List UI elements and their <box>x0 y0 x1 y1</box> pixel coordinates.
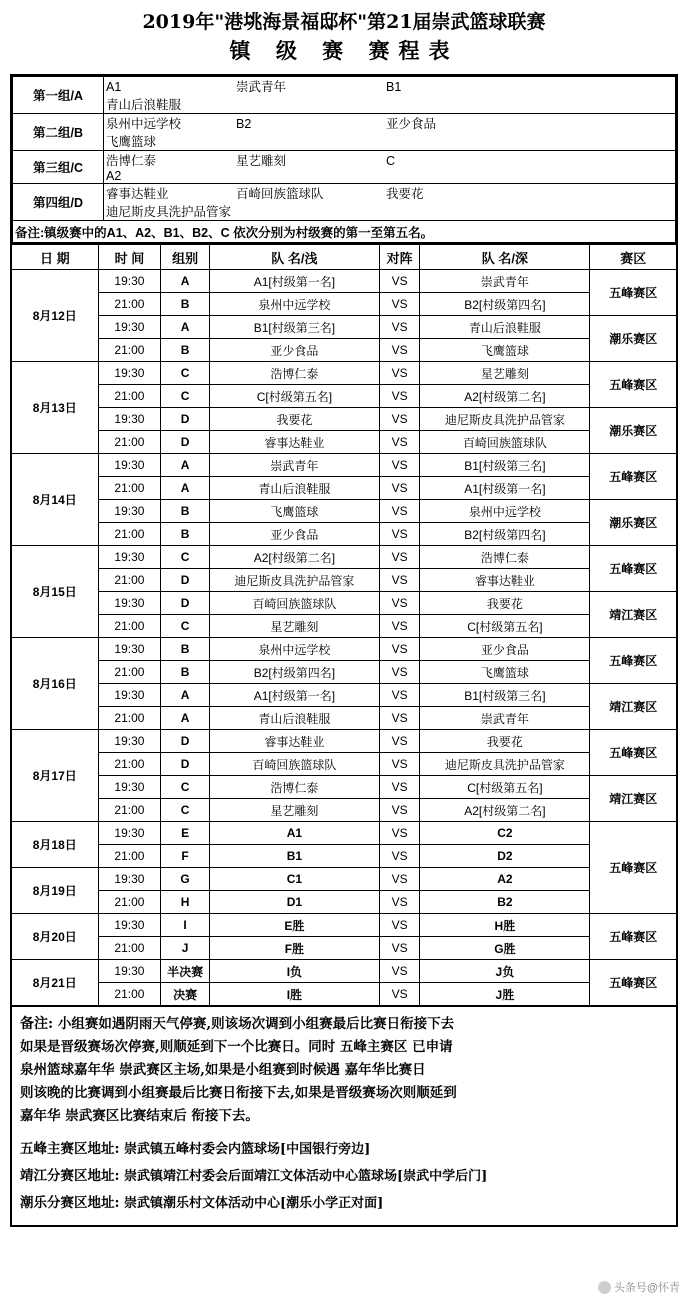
match-time: 21:00 <box>98 983 161 1007</box>
match-group: D <box>161 569 210 592</box>
table-row <box>11 569 677 592</box>
match-time: 21:00 <box>98 615 161 638</box>
group-row <box>13 151 676 184</box>
team-dark: B2[村级第四名] <box>420 523 590 546</box>
group-team: 飞鹰篮球 <box>106 135 157 149</box>
match-venue-area: 潮乐赛区 <box>590 408 677 454</box>
match-time: 21:00 <box>98 385 161 408</box>
team-dark: A1[村级第一名] <box>420 477 590 500</box>
team-light: 睿事达鞋业 <box>209 431 379 454</box>
versus-label: VS <box>379 362 419 385</box>
versus-label: VS <box>379 960 419 983</box>
versus-label: VS <box>379 546 419 569</box>
footer-remark-line: 则该晚的比赛调到小组赛最后比赛日衔接下去,如果是晋级赛场次则顺延到 <box>20 1085 457 1101</box>
team-dark: B2[村级第四名] <box>420 293 590 316</box>
group-team: 崇武青年 <box>236 80 287 94</box>
versus-label: VS <box>379 707 419 730</box>
match-date: 8月17日 <box>11 730 98 822</box>
match-group: D <box>161 431 210 454</box>
versus-label: VS <box>379 684 419 707</box>
table-row <box>11 500 677 523</box>
table-row <box>11 454 677 477</box>
table-row <box>11 799 677 822</box>
match-time: 21:00 <box>98 339 161 362</box>
match-date: 8月14日 <box>11 454 98 546</box>
team-light: 我要花 <box>209 408 379 431</box>
match-time: 19:30 <box>98 500 161 523</box>
team-light: A2[村级第二名] <box>209 546 379 569</box>
table-row <box>11 914 677 937</box>
versus-label: VS <box>379 270 419 293</box>
team-light: 浩博仁泰 <box>209 776 379 799</box>
match-group: A <box>161 684 210 707</box>
venue-address: 崇武镇五峰村委会内篮球场[中国银行旁边] <box>119 1142 371 1157</box>
match-venue-area: 五峰赛区 <box>590 270 677 316</box>
team-dark: C[村级第五名] <box>420 776 590 799</box>
group-team: 青山后浪鞋服 <box>106 98 182 112</box>
team-light: 飞鹰篮球 <box>209 500 379 523</box>
groups-remark: 备注:镇级赛中的A1、A2、B1、B2、C 依次分别为村级赛的第一至第五名。 <box>13 221 676 243</box>
team-dark: B1[村级第三名] <box>420 454 590 477</box>
group-team: 我要花 <box>386 187 424 201</box>
match-group: C <box>161 615 210 638</box>
column-header: 组别 <box>161 244 210 270</box>
match-group: A <box>161 316 210 339</box>
match-time: 21:00 <box>98 707 161 730</box>
group-label: 第四组/D <box>13 184 104 221</box>
team-light: B1 <box>209 845 379 868</box>
versus-label: VS <box>379 638 419 661</box>
footer-remark-line: 嘉年华 崇武赛区比赛结束后 衔接下去。 <box>20 1108 259 1124</box>
match-venue-area: 潮乐赛区 <box>590 500 677 546</box>
match-date: 8月13日 <box>11 362 98 454</box>
table-row <box>11 845 677 868</box>
team-light: D1 <box>209 891 379 914</box>
versus-label: VS <box>379 753 419 776</box>
footer-remarks <box>10 1007 678 1227</box>
versus-label: VS <box>379 408 419 431</box>
match-date: 8月20日 <box>11 914 98 960</box>
versus-label: VS <box>379 477 419 500</box>
footer-remark-text: 小组赛如遇阴雨天气停赛,则该场次调到小组赛最后比赛日衔接下去 <box>53 1016 455 1032</box>
column-header: 队 名/深 <box>420 244 590 270</box>
match-group: A <box>161 477 210 500</box>
versus-label: VS <box>379 776 419 799</box>
match-time: 21:00 <box>98 523 161 546</box>
match-group: C <box>161 385 210 408</box>
team-dark: 浩博仁泰 <box>420 546 590 569</box>
table-row <box>11 776 677 799</box>
match-group: B <box>161 293 210 316</box>
versus-label: VS <box>379 385 419 408</box>
team-dark: 迪尼斯皮具洗护品管家 <box>420 408 590 431</box>
versus-label: VS <box>379 914 419 937</box>
versus-label: VS <box>379 592 419 615</box>
footer-remark-line <box>20 1013 668 1036</box>
match-venue-area: 五峰赛区 <box>590 362 677 408</box>
match-time: 21:00 <box>98 937 161 960</box>
match-time: 19:30 <box>98 638 161 661</box>
team-light: F胜 <box>209 937 379 960</box>
team-dark: 飞鹰篮球 <box>420 661 590 684</box>
team-dark: 我要花 <box>420 592 590 615</box>
group-row <box>13 114 676 151</box>
match-time: 21:00 <box>98 431 161 454</box>
group-team: B2 <box>236 117 252 131</box>
team-dark: B2 <box>420 891 590 914</box>
group-team: 迪尼斯皮具洗护品管家 <box>106 205 232 219</box>
schedule-table <box>10 243 678 1007</box>
venue-address: 崇武镇潮乐村文体活动中心[潮乐小学正对面] <box>119 1196 384 1211</box>
table-row <box>11 385 677 408</box>
match-date: 8月16日 <box>11 638 98 730</box>
table-row <box>11 868 677 891</box>
team-dark: 青山后浪鞋服 <box>420 316 590 339</box>
group-team: 睿事达鞋业 <box>106 187 169 201</box>
group-team: 浩博仁泰 <box>106 154 157 168</box>
match-time: 21:00 <box>98 799 161 822</box>
match-group: D <box>161 753 210 776</box>
team-dark: J胜 <box>420 983 590 1007</box>
match-venue-area: 靖江赛区 <box>590 592 677 638</box>
match-group: B <box>161 339 210 362</box>
team-light: A1 <box>209 822 379 845</box>
match-group: E <box>161 822 210 845</box>
table-row <box>11 638 677 661</box>
versus-label: VS <box>379 891 419 914</box>
match-time: 19:30 <box>98 822 161 845</box>
match-date: 8月19日 <box>11 868 98 914</box>
match-group: C <box>161 546 210 569</box>
table-row <box>11 523 677 546</box>
table-row <box>11 592 677 615</box>
match-venue-area: 五峰赛区 <box>590 730 677 776</box>
team-dark: 崇武青年 <box>420 270 590 293</box>
team-light: 青山后浪鞋服 <box>209 707 379 730</box>
title-block <box>10 10 678 66</box>
team-dark: 睿事达鞋业 <box>420 569 590 592</box>
team-light: B2[村级第四名] <box>209 661 379 684</box>
match-group: B <box>161 500 210 523</box>
table-row <box>11 477 677 500</box>
versus-label: VS <box>379 293 419 316</box>
team-light: B1[村级第三名] <box>209 316 379 339</box>
match-time: 19:30 <box>98 730 161 753</box>
match-time: 21:00 <box>98 661 161 684</box>
team-light: 青山后浪鞋服 <box>209 477 379 500</box>
team-light: I负 <box>209 960 379 983</box>
versus-label: VS <box>379 845 419 868</box>
match-group: C <box>161 362 210 385</box>
match-venue-area: 五峰赛区 <box>590 454 677 500</box>
match-date: 8月18日 <box>11 822 98 868</box>
team-dark: 迪尼斯皮具洗护品管家 <box>420 753 590 776</box>
match-group: D <box>161 592 210 615</box>
match-group: B <box>161 523 210 546</box>
table-row <box>11 661 677 684</box>
match-time: 19:30 <box>98 776 161 799</box>
team-light: A1[村级第一名] <box>209 270 379 293</box>
column-header: 日 期 <box>11 244 98 270</box>
column-header: 对阵 <box>379 244 419 270</box>
team-light: 百崎回族篮球队 <box>209 753 379 776</box>
match-time: 19:30 <box>98 868 161 891</box>
team-light: 睿事达鞋业 <box>209 730 379 753</box>
match-date: 8月21日 <box>11 960 98 1007</box>
match-time: 19:30 <box>98 362 161 385</box>
group-team: 星艺雕刻 <box>236 154 287 168</box>
group-label: 第二组/B <box>13 114 104 151</box>
team-light: C[村级第五名] <box>209 385 379 408</box>
team-dark: 我要花 <box>420 730 590 753</box>
table-row <box>11 316 677 339</box>
match-time: 19:30 <box>98 454 161 477</box>
match-venue-area: 五峰赛区 <box>590 960 677 1007</box>
match-group: A <box>161 454 210 477</box>
match-time: 19:30 <box>98 546 161 569</box>
group-team: C <box>386 154 396 168</box>
venue-label: 靖江分赛区地址: <box>20 1168 120 1184</box>
footer-remark-line: 如果是晋级赛场次停赛,则顺延到下一个比赛日。同时 五峰主赛区 已申请 <box>20 1039 453 1055</box>
match-time: 19:30 <box>98 592 161 615</box>
venue-address: 崇武镇靖江村委会后面靖江文体活动中心篮球场[崇武中学后门] <box>119 1169 488 1184</box>
venue-line <box>20 1163 668 1190</box>
team-dark: 泉州中远学校 <box>420 500 590 523</box>
table-row <box>11 753 677 776</box>
table-row <box>11 684 677 707</box>
groups-table <box>12 76 676 243</box>
schedule-header-row <box>11 244 677 270</box>
match-group: I <box>161 914 210 937</box>
versus-label: VS <box>379 569 419 592</box>
team-dark: 百崎回族篮球队 <box>420 431 590 454</box>
table-row <box>11 293 677 316</box>
match-group: A <box>161 707 210 730</box>
team-light: 百崎回族篮球队 <box>209 592 379 615</box>
team-dark: A2[村级第二名] <box>420 799 590 822</box>
venue-line <box>20 1190 668 1217</box>
match-date: 8月12日 <box>11 270 98 362</box>
column-header: 时 间 <box>98 244 161 270</box>
versus-label: VS <box>379 868 419 891</box>
match-group: C <box>161 776 210 799</box>
team-light: 迪尼斯皮具洗护品管家 <box>209 569 379 592</box>
watermark <box>598 1279 680 1295</box>
team-light: 泉州中远学校 <box>209 638 379 661</box>
match-time: 21:00 <box>98 293 161 316</box>
groups-block <box>10 74 678 243</box>
table-row <box>11 431 677 454</box>
team-light: 浩博仁泰 <box>209 362 379 385</box>
match-time: 19:30 <box>98 684 161 707</box>
table-row <box>11 891 677 914</box>
versus-label: VS <box>379 431 419 454</box>
match-time: 19:30 <box>98 408 161 431</box>
match-venue-area: 五峰赛区 <box>590 638 677 684</box>
column-header: 队 名/浅 <box>209 244 379 270</box>
team-dark: B1[村级第三名] <box>420 684 590 707</box>
versus-label: VS <box>379 615 419 638</box>
team-light: 亚少食品 <box>209 523 379 546</box>
groups-remark-row <box>13 221 676 243</box>
group-team: 百崎回族篮球队 <box>236 187 324 201</box>
table-row <box>11 730 677 753</box>
venue-list <box>20 1136 668 1217</box>
table-row <box>11 270 677 293</box>
versus-label: VS <box>379 500 419 523</box>
match-venue-area: 靖江赛区 <box>590 776 677 822</box>
table-row <box>11 408 677 431</box>
team-light: 亚少食品 <box>209 339 379 362</box>
group-teams <box>104 114 676 151</box>
versus-label: VS <box>379 799 419 822</box>
table-row <box>11 339 677 362</box>
team-dark: A2[村级第二名] <box>420 385 590 408</box>
team-dark: C[村级第五名] <box>420 615 590 638</box>
match-time: 21:00 <box>98 891 161 914</box>
match-time: 19:30 <box>98 914 161 937</box>
versus-label: VS <box>379 661 419 684</box>
team-light: C1 <box>209 868 379 891</box>
team-light: 星艺雕刻 <box>209 799 379 822</box>
footer-remark-line: 泉州篮球嘉年华 崇武赛区主场,如果是小组赛到时候遇 嘉年华比赛日 <box>20 1062 426 1078</box>
match-group: F <box>161 845 210 868</box>
table-row <box>11 362 677 385</box>
match-group: 半决赛 <box>161 960 210 983</box>
group-label: 第三组/C <box>13 151 104 184</box>
team-dark: D2 <box>420 845 590 868</box>
team-light: 星艺雕刻 <box>209 615 379 638</box>
group-teams <box>104 151 676 184</box>
match-date: 8月15日 <box>11 546 98 638</box>
page-title-line2: 镇 级 赛 赛程表 <box>229 38 459 63</box>
team-dark: A2 <box>420 868 590 891</box>
table-row <box>11 983 677 1007</box>
group-team: B1 <box>386 80 402 94</box>
match-time: 21:00 <box>98 753 161 776</box>
page-title-line1: 2019年"港垗海景福邸杯"第21届崇武篮球联赛 <box>142 11 546 33</box>
team-dark: 星艺雕刻 <box>420 362 590 385</box>
match-time: 21:00 <box>98 569 161 592</box>
venue-line <box>20 1136 668 1163</box>
venue-label: 五峰主赛区地址: <box>20 1141 120 1157</box>
watermark-text: 头条号@怀青 <box>613 1282 680 1294</box>
team-dark: H胜 <box>420 914 590 937</box>
footer-remark-lead: 备注: <box>20 1016 54 1032</box>
venue-label: 潮乐分赛区地址: <box>20 1195 120 1211</box>
match-time: 19:30 <box>98 270 161 293</box>
match-group: H <box>161 891 210 914</box>
group-teams <box>104 77 676 114</box>
match-venue-area: 潮乐赛区 <box>590 316 677 362</box>
group-row <box>13 77 676 114</box>
team-light: E胜 <box>209 914 379 937</box>
match-group: A <box>161 270 210 293</box>
table-row <box>11 960 677 983</box>
match-venue-area: 五峰赛区 <box>590 914 677 960</box>
watermark-logo-icon <box>598 1281 611 1294</box>
team-light: 泉州中远学校 <box>209 293 379 316</box>
group-teams <box>104 184 676 221</box>
match-time: 19:30 <box>98 960 161 983</box>
team-dark: J负 <box>420 960 590 983</box>
table-row <box>11 707 677 730</box>
group-team: A1 <box>106 80 122 94</box>
versus-label: VS <box>379 523 419 546</box>
match-time: 19:30 <box>98 316 161 339</box>
match-group: B <box>161 638 210 661</box>
match-group: D <box>161 730 210 753</box>
match-time: 21:00 <box>98 477 161 500</box>
versus-label: VS <box>379 730 419 753</box>
match-group: 决赛 <box>161 983 210 1007</box>
team-dark: 飞鹰篮球 <box>420 339 590 362</box>
versus-label: VS <box>379 937 419 960</box>
table-row <box>11 546 677 569</box>
team-light: 崇武青年 <box>209 454 379 477</box>
group-label: 第一组/A <box>13 77 104 114</box>
versus-label: VS <box>379 822 419 845</box>
table-row <box>11 822 677 845</box>
table-row <box>11 615 677 638</box>
versus-label: VS <box>379 316 419 339</box>
column-header: 赛区 <box>590 244 677 270</box>
group-team: 泉州中远学校 <box>106 117 182 131</box>
match-group: J <box>161 937 210 960</box>
team-light: A1[村级第一名] <box>209 684 379 707</box>
team-dark: 崇武青年 <box>420 707 590 730</box>
match-group: G <box>161 868 210 891</box>
group-row <box>13 184 676 221</box>
match-time: 21:00 <box>98 845 161 868</box>
versus-label: VS <box>379 454 419 477</box>
versus-label: VS <box>379 983 419 1007</box>
match-venue-area: 靖江赛区 <box>590 684 677 730</box>
match-group: C <box>161 799 210 822</box>
group-team: 亚少食品 <box>386 117 437 131</box>
table-row <box>11 937 677 960</box>
team-dark: 亚少食品 <box>420 638 590 661</box>
match-group: B <box>161 661 210 684</box>
team-dark: G胜 <box>420 937 590 960</box>
group-team: A2 <box>106 169 122 183</box>
versus-label: VS <box>379 339 419 362</box>
match-group: D <box>161 408 210 431</box>
match-venue-area: 五峰赛区 <box>590 546 677 592</box>
team-light: I胜 <box>209 983 379 1007</box>
team-dark: C2 <box>420 822 590 845</box>
match-venue-area: 五峰赛区 <box>590 822 677 914</box>
